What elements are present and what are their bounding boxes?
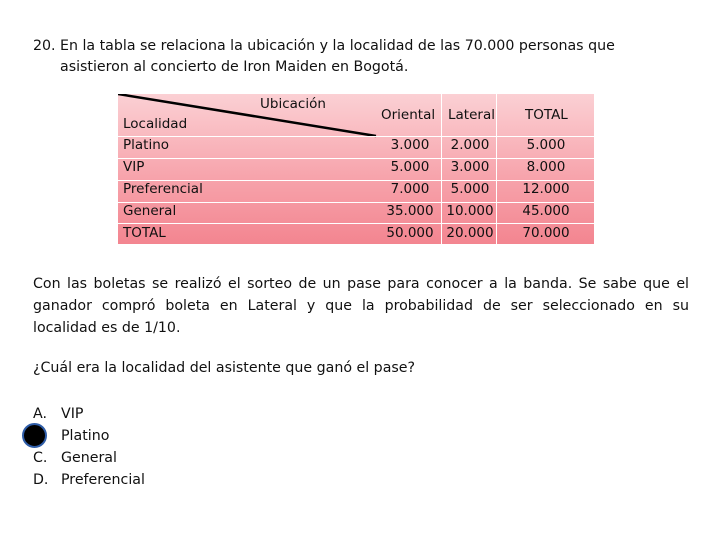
paragraph-line-3: localidad es de 1/10. xyxy=(33,320,181,336)
question-number: 20. xyxy=(33,38,56,54)
option-text: Preferencial xyxy=(61,472,145,488)
column-header-total: TOTAL xyxy=(525,107,568,123)
data-table xyxy=(118,94,594,244)
column-header-oriental: Oriental xyxy=(381,107,436,123)
cell-platino-lateral: 2.000 xyxy=(450,137,490,153)
cell-vip-oriental: 5.000 xyxy=(390,159,430,175)
corner-header-ubicacion: Ubicación xyxy=(260,96,326,112)
cell-vip-total: 8.000 xyxy=(526,159,566,175)
question-statement xyxy=(33,36,689,78)
cell-total-total: 70.000 xyxy=(522,225,570,241)
cell-general-oriental: 35.000 xyxy=(386,203,434,219)
cell-preferencial-oriental: 7.000 xyxy=(390,181,430,197)
row-divider xyxy=(118,223,594,224)
cell-preferencial-lateral: 5.000 xyxy=(450,181,490,197)
option-letter: D. xyxy=(33,472,49,488)
cell-general-lateral: 10.000 xyxy=(446,203,494,219)
cell-preferencial-total: 12.000 xyxy=(522,181,570,197)
paragraph-line-1: Con las boletas se realizó el sorteo de un pase para conocer a la banda. Se sabe que el xyxy=(33,276,689,292)
corner-header-localidad: Localidad xyxy=(123,116,188,132)
prompt-question: ¿Cuál era la localidad del asistente que ganó el pase? xyxy=(33,360,416,376)
cell-total-oriental: 50.000 xyxy=(386,225,434,241)
row-label-platino: Platino xyxy=(123,137,170,153)
row-label-total: TOTAL xyxy=(123,225,166,241)
cell-general-total: 45.000 xyxy=(522,203,570,219)
cell-platino-oriental: 3.000 xyxy=(390,137,430,153)
option-text: General xyxy=(61,450,117,466)
row-label-preferencial: Preferencial xyxy=(123,181,203,197)
question-line-1: En la tabla se relaciona la ubicación y la localidad de las 70.000 personas que xyxy=(60,38,615,54)
row-label-general: General xyxy=(123,203,177,219)
row-label-vip: VIP xyxy=(123,159,145,175)
paragraph-line-2: ganador compró boleta en Lateral y que la probabilidad de ser seleccionado en su xyxy=(33,298,689,314)
selected-answer-marker xyxy=(22,423,47,448)
cell-platino-total: 5.000 xyxy=(526,137,566,153)
question-line-2: asistieron al concierto de Iron Maiden en Bogotá. xyxy=(60,59,409,75)
context-paragraph xyxy=(33,273,689,339)
cell-total-lateral: 20.000 xyxy=(446,225,494,241)
option-text: Platino xyxy=(61,428,110,444)
option-text: VIP xyxy=(61,406,84,422)
cell-vip-lateral: 3.000 xyxy=(450,159,490,175)
option-letter: A. xyxy=(33,406,47,422)
column-header-lateral: Lateral xyxy=(448,107,495,123)
option-letter: C. xyxy=(33,450,48,466)
